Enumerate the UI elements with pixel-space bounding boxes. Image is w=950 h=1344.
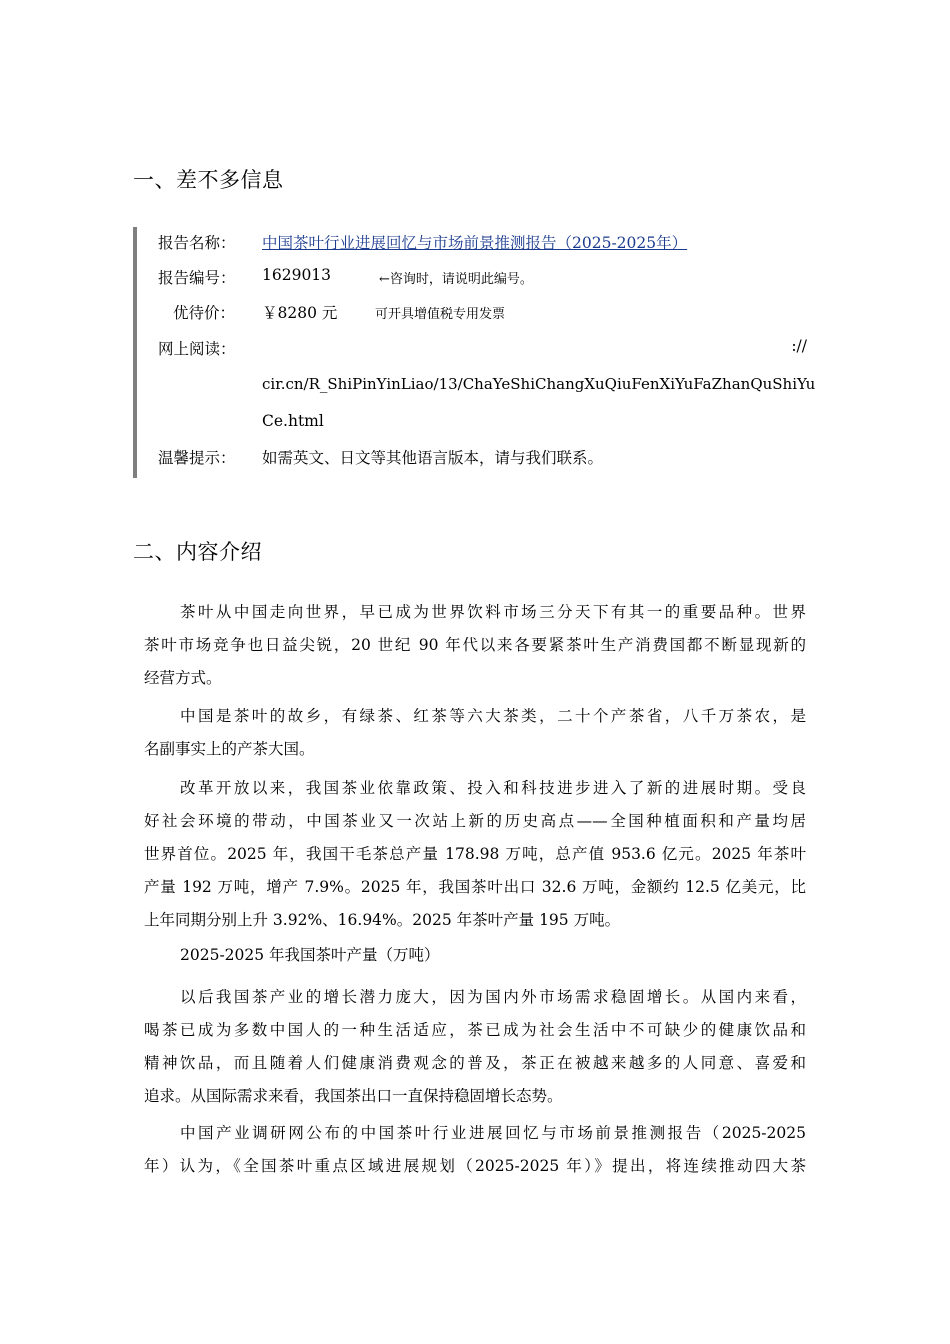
tip-label: 温馨提示： bbox=[158, 449, 236, 467]
paragraph-4 bbox=[144, 981, 806, 1113]
paragraph-line: 茶叶从中国走向世界，早已成为世界饮料市场三分天下有其一的重要品种。世界 bbox=[180, 603, 806, 621]
section-title-content: 二、内容介绍 bbox=[133, 540, 262, 564]
report-id-label: 报告编号： bbox=[158, 269, 236, 287]
chart-caption-text: 2025-2025 年我国茶叶产量（万吨） bbox=[180, 946, 440, 964]
section-title-basic-info: 一、差不多信息 bbox=[133, 168, 284, 192]
online-url-part2: cir.cn/R_ShiPinYinLiao/13/ChaYeShiChangXuQiuFenXiYuFaZhanQuShiYu bbox=[262, 375, 816, 393]
paragraph-line: 改革开放以来，我国茶业依靠政策、投入和科技进步进入了新的进展时期。受良 bbox=[180, 779, 806, 797]
paragraph-line: 精神饮品，而且随着人们健康消费观念的普及，茶正在被越来越多的人同意、喜爱和 bbox=[144, 1054, 806, 1072]
report-name-label: 报告名称： bbox=[158, 234, 236, 252]
paragraph-line: 中国产业调研网公布的中国茶叶行业进展回忆与市场前景推测报告（2025-2025 bbox=[180, 1124, 806, 1142]
report-name-link[interactable]: 中国茶叶行业进展回忆与市场前景推测报告（2025-2025年） bbox=[262, 234, 688, 252]
paragraph-line: 茶叶市场竞争也日益尖锐，20 世纪 90 年代以来各要紧茶叶生产消费国都不断显现新的 bbox=[144, 636, 806, 654]
paragraph-line: 世界首位。2025 年，我国干毛茶总产量 178.98 万吨，总产值 953.6 亿元。2025 年茶叶 bbox=[144, 845, 806, 863]
online-read-label: 网上阅读： bbox=[158, 340, 236, 358]
chart-caption bbox=[144, 939, 806, 972]
paragraph-line: 年）认为，《全国茶叶重点区域进展规划（2025-2025 年）》提出，将连续推动四大茶 bbox=[144, 1157, 806, 1175]
tip-value: 如需英文、日文等其他语言版本，请与我们联系。 bbox=[262, 449, 604, 467]
price-value: ￥8280 元 bbox=[262, 304, 338, 322]
paragraph-line: 经营方式。 bbox=[144, 669, 222, 687]
paragraph-line: 名副事实上的产茶大国。 bbox=[144, 740, 315, 758]
paragraph-3 bbox=[144, 772, 806, 937]
paragraph-1 bbox=[144, 596, 806, 695]
online-url-part3: Ce.html bbox=[262, 412, 324, 430]
paragraph-line: 追求。从国际需求来看，我国茶出口一直保持稳固增长态势。 bbox=[144, 1087, 563, 1105]
paragraph-line: 中国是茶叶的故乡，有绿茶、红茶等六大茶类，二十个产茶省，八千万茶农，是 bbox=[180, 707, 806, 725]
paragraph-line: 好社会环境的带动，中国茶业又一次站上新的历史高点——全国种植面积和产量均居 bbox=[144, 812, 806, 830]
paragraph-line: 以后我国茶产业的增长潜力庞大，因为国内外市场需求稳固增长。从国内来看， bbox=[180, 988, 806, 1006]
report-id-value: 1629013 bbox=[262, 266, 332, 284]
report-id-note: ←咨询时，请说明此编号。 bbox=[379, 272, 533, 287]
paragraph-line: 产量 192 万吨，增产 7.9%。2025 年，我国茶叶出口 32.6 万吨，金额约 12.5 亿美元，比 bbox=[144, 878, 806, 896]
paragraph-line: 喝茶已成为多数中国人的一种生活适应，茶已成为社会生活中不可缺少的健康饮品和 bbox=[144, 1021, 806, 1039]
report-info-box bbox=[133, 227, 817, 478]
paragraph-line: 上年同期分别上升 3.92%、16.94%。2025 年茶叶产量 195 万吨。 bbox=[144, 911, 621, 929]
invoice-note: 可开具增值税专用发票 bbox=[375, 307, 506, 322]
paragraph-5 bbox=[144, 1117, 806, 1183]
online-url-part1: :// bbox=[791, 337, 807, 355]
paragraph-2 bbox=[144, 700, 806, 766]
price-label: 优待价： bbox=[172, 304, 235, 322]
